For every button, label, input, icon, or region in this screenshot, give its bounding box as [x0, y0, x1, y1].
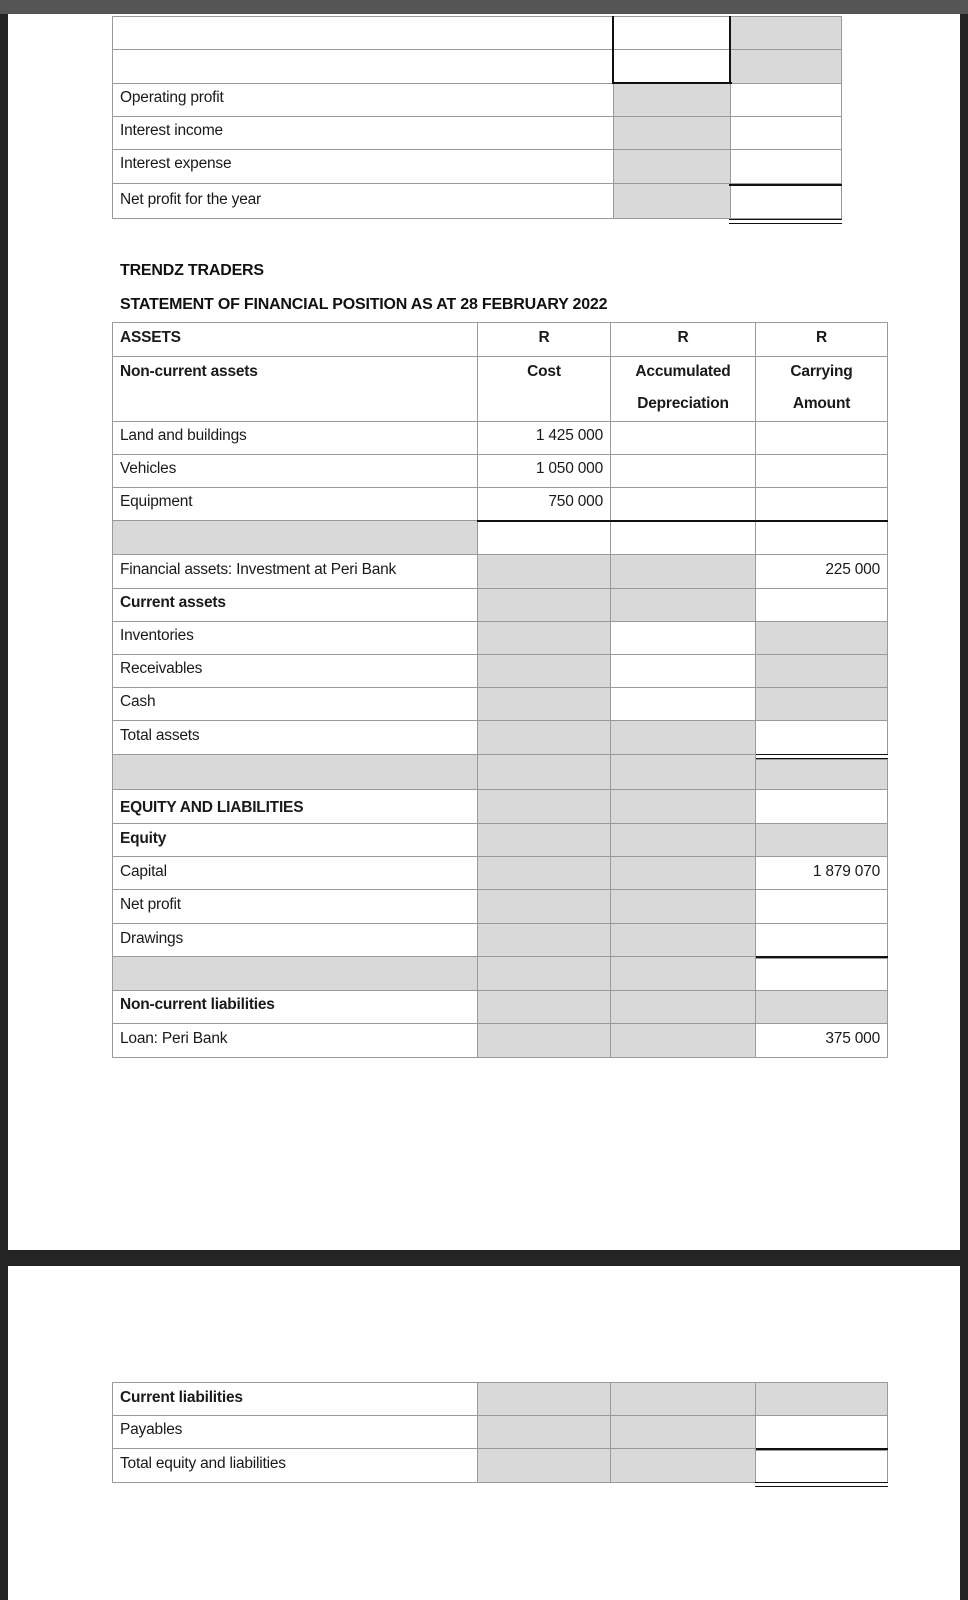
shaded-cell	[755, 687, 888, 721]
double-rule	[729, 223, 842, 224]
table-row	[112, 83, 614, 117]
shaded-cell	[477, 687, 611, 721]
table-row	[112, 654, 478, 688]
amount-cell	[755, 789, 888, 824]
cost-cell	[477, 454, 611, 488]
shaded-cell	[610, 588, 756, 622]
capital-amount: 1 879 070	[812, 863, 880, 880]
cost-cell	[477, 421, 611, 455]
table-row	[112, 889, 478, 924]
cost-heading: Cost	[527, 363, 561, 380]
operating-profit-label: Operating profit	[120, 89, 224, 106]
amount-cell	[755, 588, 888, 622]
financial-assets-amount: 225 000	[825, 561, 880, 578]
shaded-cell	[755, 654, 888, 688]
table-row	[112, 1415, 478, 1449]
shaded-cell	[730, 16, 842, 50]
shaded-cell	[477, 789, 611, 824]
shaded-cell	[610, 1382, 756, 1416]
table-row	[112, 923, 478, 957]
shaded-cell	[477, 1448, 611, 1483]
shaded-cell	[112, 956, 478, 991]
header-cell	[477, 322, 611, 357]
table-row	[112, 1382, 478, 1416]
table-row	[112, 487, 478, 521]
current-assets-heading: Current assets	[120, 594, 226, 611]
inventories-label: Inventories	[120, 627, 194, 644]
shaded-cell	[477, 956, 611, 991]
amount-cell	[755, 1450, 888, 1483]
net-profit-label: Net profit for the year	[120, 191, 261, 208]
shaded-cell	[755, 823, 888, 857]
shaded-cell	[610, 789, 756, 824]
shaded-cell	[613, 149, 731, 184]
rule	[729, 16, 731, 84]
shaded-cell	[610, 889, 756, 924]
double-rule	[755, 754, 888, 755]
amount-cell	[730, 116, 842, 150]
amount-cell	[610, 621, 756, 655]
non-current-assets-heading: Non-current assets	[120, 363, 258, 380]
table-row	[112, 322, 478, 357]
rule	[477, 520, 888, 522]
table-row	[112, 621, 478, 655]
table-row	[112, 454, 478, 488]
shaded-cell	[610, 720, 756, 755]
table-row	[112, 183, 614, 219]
amount-cell	[755, 1023, 888, 1058]
shaded-cell	[477, 923, 611, 957]
shaded-cell	[112, 520, 478, 555]
accumulated-heading: Accumulated	[635, 363, 731, 380]
total-equity-liabilities-label: Total equity and liabilities	[120, 1455, 286, 1472]
shaded-cell	[477, 621, 611, 655]
statement-title: STATEMENT OF FINANCIAL POSITION AS AT 28 FEBRUARY 2022	[120, 296, 608, 313]
shaded-cell	[112, 754, 478, 790]
amount-cell	[755, 720, 888, 755]
shaded-cell	[610, 1448, 756, 1483]
header-cell	[610, 356, 756, 422]
amount-cell	[610, 487, 756, 521]
amount-cell	[755, 487, 888, 521]
shaded-cell	[477, 720, 611, 755]
cost-cell	[477, 487, 611, 521]
amount-cell	[755, 923, 888, 957]
shaded-cell	[755, 990, 888, 1024]
rule	[729, 184, 842, 186]
shaded-cell	[755, 621, 888, 655]
page-two	[8, 1266, 960, 1600]
header-cell	[610, 322, 756, 357]
amount-cell	[613, 49, 731, 84]
current-liabilities-heading: Current liabilities	[120, 1389, 243, 1406]
rule	[612, 16, 614, 84]
amount-cell	[610, 454, 756, 488]
currency-label: R	[538, 329, 550, 346]
shaded-cell	[477, 654, 611, 688]
shaded-cell	[730, 49, 842, 84]
amount-cell	[610, 421, 756, 455]
equipment-cost: 750 000	[548, 493, 603, 510]
amount-cell	[755, 856, 888, 890]
amount-cell	[610, 654, 756, 688]
top-bar	[0, 0, 968, 14]
interest-income-label: Interest income	[120, 122, 223, 139]
amount-cell	[755, 454, 888, 488]
shaded-cell	[477, 823, 611, 857]
depreciation-heading: Depreciation	[637, 395, 729, 412]
assets-heading: ASSETS	[120, 329, 181, 346]
total-assets-label: Total assets	[120, 727, 200, 744]
shaded-cell	[477, 1023, 611, 1058]
amount-cell	[755, 889, 888, 924]
shaded-cell	[755, 1382, 888, 1416]
cash-label: Cash	[120, 693, 156, 710]
amount-cell	[613, 16, 731, 50]
equipment-label: Equipment	[120, 493, 193, 510]
amount-cell	[755, 1415, 888, 1449]
table-row	[112, 990, 478, 1024]
amount-cell	[730, 183, 842, 219]
capital-label: Capital	[120, 863, 167, 880]
shaded-cell	[610, 754, 756, 790]
amount-cell	[610, 520, 756, 555]
land-buildings-label: Land and buildings	[120, 427, 247, 444]
table-row	[112, 720, 478, 755]
table-row	[112, 421, 478, 455]
financial-assets-label: Financial assets: Investment at Peri Bank	[120, 561, 397, 578]
table-row	[112, 588, 478, 622]
shaded-cell	[610, 856, 756, 890]
equity-liabilities-heading: EQUITY AND LIABILITIES	[120, 799, 304, 816]
table-row	[112, 49, 614, 84]
double-rule	[755, 1486, 888, 1487]
table-row	[112, 856, 478, 890]
carrying-heading: Carrying	[790, 363, 853, 380]
table-row	[112, 16, 614, 50]
shaded-cell	[610, 923, 756, 957]
page-one	[8, 14, 960, 1250]
amount-cell	[477, 520, 611, 555]
header-cell	[755, 322, 888, 357]
table-row	[112, 789, 478, 824]
table-row	[112, 116, 614, 150]
shaded-cell	[477, 889, 611, 924]
amount-heading: Amount	[792, 395, 851, 412]
loan-label: Loan: Peri Bank	[120, 1030, 228, 1047]
shaded-cell	[477, 856, 611, 890]
drawings-label: Drawings	[120, 930, 184, 947]
shaded-cell	[610, 1023, 756, 1058]
double-rule	[755, 1482, 888, 1483]
net-profit-equity-label: Net profit	[120, 896, 181, 913]
shaded-cell	[477, 1415, 611, 1449]
double-rule	[729, 219, 842, 220]
amount-cell	[755, 421, 888, 455]
amount-cell	[755, 554, 888, 589]
shaded-cell	[477, 588, 611, 622]
shaded-cell	[610, 554, 756, 589]
shaded-cell	[610, 1415, 756, 1449]
shaded-cell	[613, 83, 731, 117]
currency-label: R	[816, 329, 827, 346]
equity-heading: Equity	[120, 830, 167, 847]
loan-amount: 375 000	[825, 1030, 880, 1047]
shaded-cell	[613, 116, 731, 150]
payables-label: Payables	[120, 1421, 183, 1438]
non-current-liabilities-heading: Non-current liabilities	[120, 996, 275, 1013]
table-row	[112, 1448, 478, 1483]
shaded-cell	[477, 754, 611, 790]
shaded-cell	[610, 956, 756, 991]
shaded-cell	[477, 554, 611, 589]
company-name: TRENDZ TRADERS	[120, 262, 264, 279]
amount-cell	[610, 687, 756, 721]
vehicles-cost: 1 050 000	[535, 460, 603, 477]
receivables-label: Receivables	[120, 660, 203, 677]
header-cell	[477, 356, 611, 422]
vehicles-label: Vehicles	[120, 460, 177, 477]
amount-cell	[730, 149, 842, 184]
table-row	[112, 687, 478, 721]
shaded-cell	[610, 823, 756, 857]
header-cell	[755, 356, 888, 422]
table-row	[112, 1023, 478, 1058]
land-buildings-cost: 1 425 000	[535, 427, 603, 444]
table-row	[112, 356, 478, 422]
currency-label: R	[677, 329, 689, 346]
rule	[612, 82, 732, 84]
table-row	[112, 554, 478, 589]
amount-cell	[730, 83, 842, 117]
shaded-cell	[477, 990, 611, 1024]
shaded-cell	[477, 1382, 611, 1416]
shaded-cell	[610, 990, 756, 1024]
shaded-cell	[613, 183, 731, 219]
amount-cell	[755, 958, 888, 991]
table-row	[112, 823, 478, 857]
amount-cell	[755, 520, 888, 555]
table-row	[112, 149, 614, 184]
shaded-cell	[755, 759, 888, 790]
interest-expense-label: Interest expense	[120, 155, 232, 172]
